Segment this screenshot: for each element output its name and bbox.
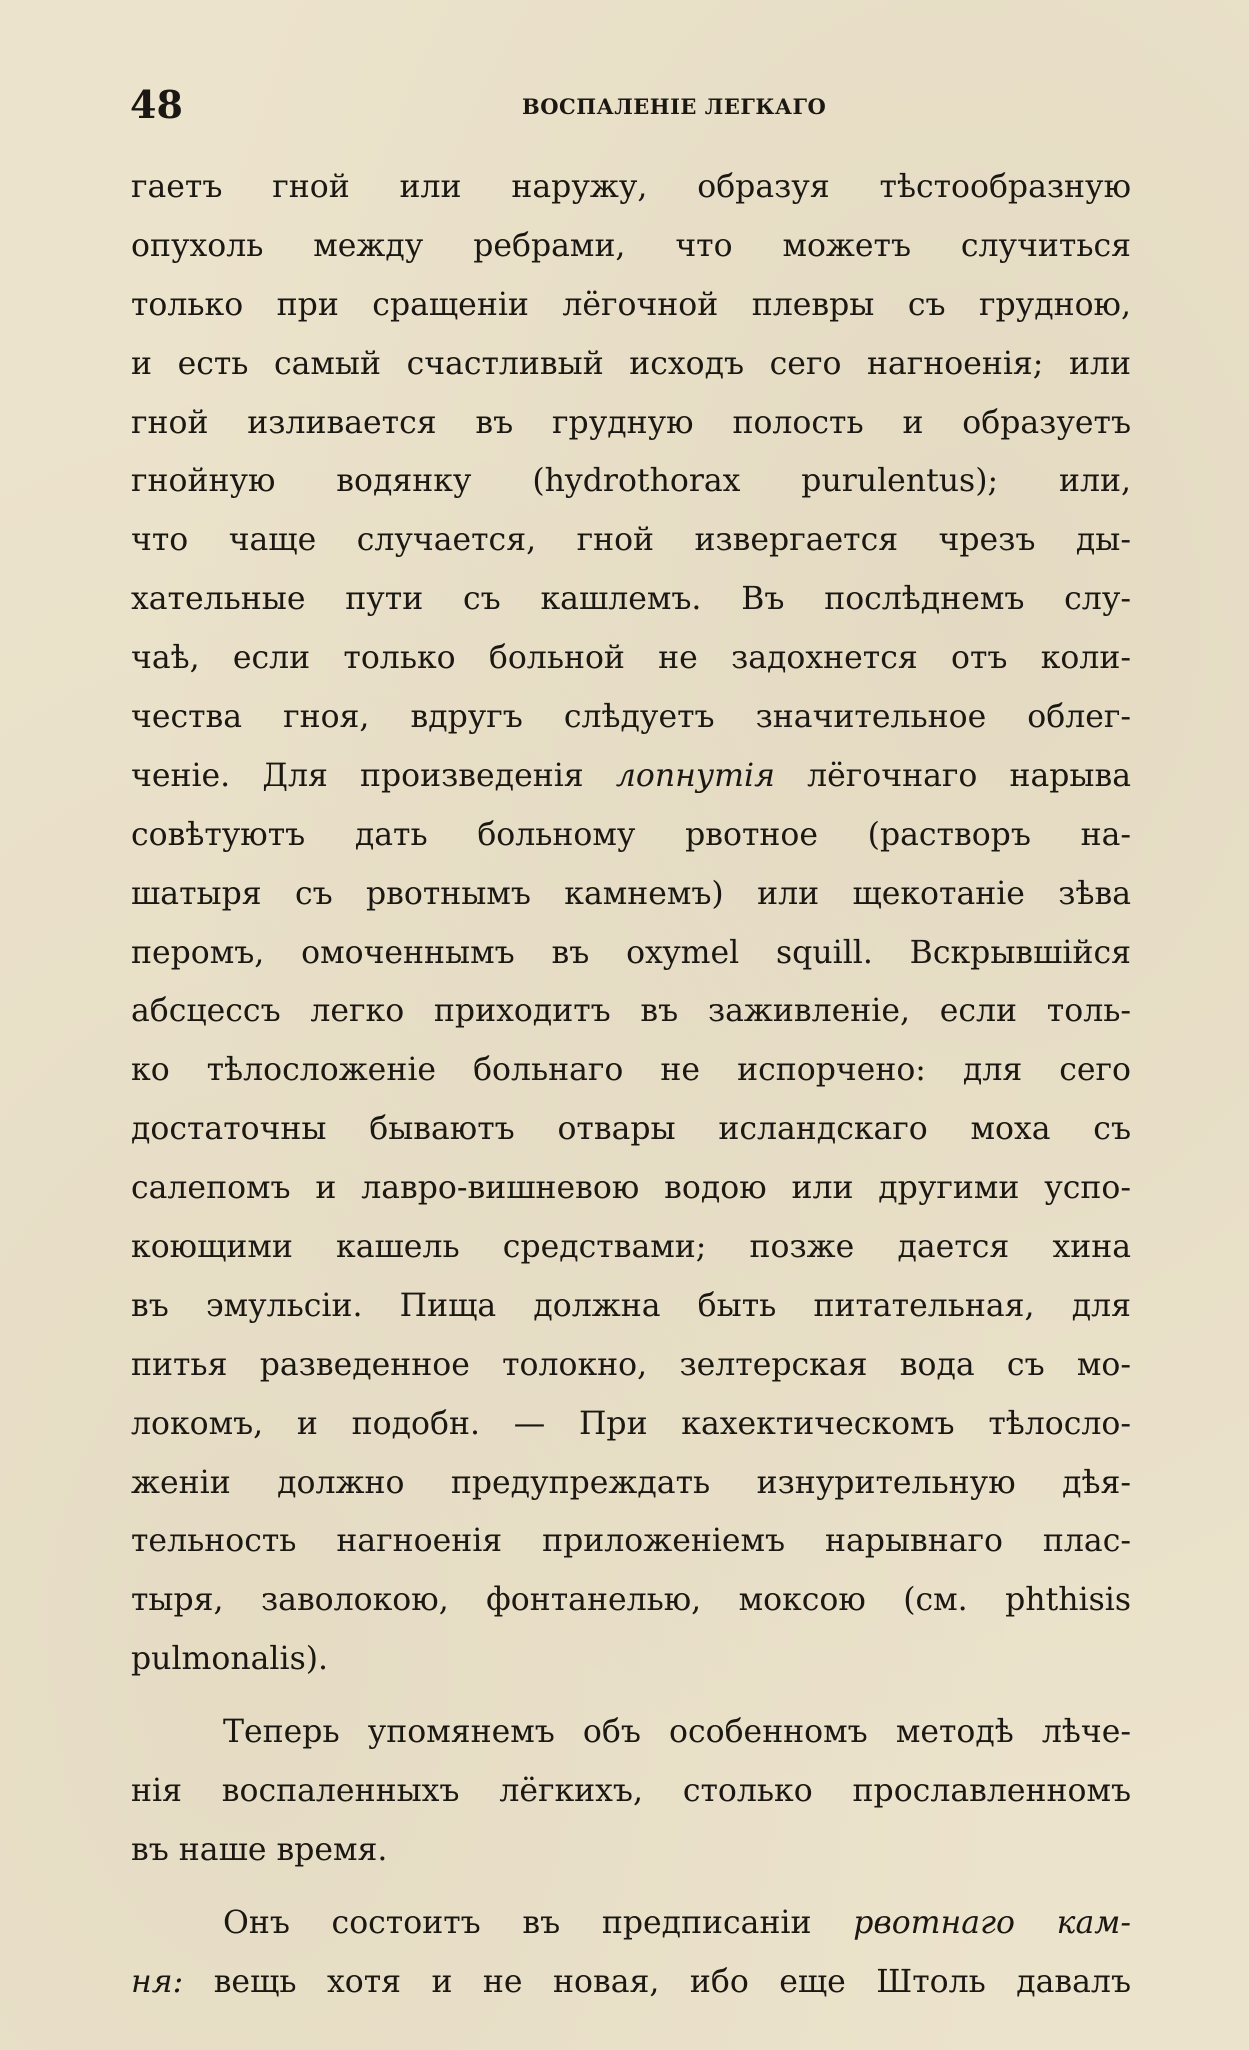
text-line: Теперь упомянемъ объ особенномъ методѣ лѣче-	[223, 1714, 1131, 1751]
text-run: лёгочнаго нарыва	[807, 757, 1131, 794]
text-line-with-italic	[131, 747, 1131, 806]
text-line: локомъ, и подобн. — При кахектическомъ тѣлосло-	[131, 1405, 1131, 1442]
text-run: ченіе. Для произведенія	[131, 757, 584, 794]
text-line: и есть самый счастливый исходъ сего нагноенія; или	[131, 345, 1131, 382]
page-number: 48	[130, 82, 183, 127]
running-title: ВОСПАЛЕНІЕ ЛЕГКАГО	[522, 94, 827, 119]
text-line: салепомъ и лавро-вишневою водою или другими успо-	[131, 1170, 1131, 1207]
text-line: нія воспаленныхъ лёгкихъ, столько прославленномъ	[131, 1773, 1131, 1810]
paragraph-1	[131, 158, 1131, 1689]
text-line: тыря, заволокою, фонтанелью, моксою (см. phthisis	[131, 1582, 1131, 1619]
paragraph-gap	[131, 1880, 1131, 1894]
text-line: абсцессъ легко приходитъ въ заживленіе, если толь-	[131, 993, 1131, 1030]
paragraph-3	[131, 1894, 1131, 2012]
text-line: опухоль между ребрами, что можетъ случиться	[131, 227, 1131, 264]
text-line: pulmonalis).	[131, 1641, 329, 1678]
text-line-with-italic	[131, 1953, 1131, 2012]
body-text	[131, 158, 1131, 2012]
text-line: женіи должно предупреждать изнурительную дѣя-	[131, 1464, 1131, 1501]
text-line: чаѣ, если только больной не задохнется отъ коли-	[131, 640, 1131, 677]
text-run: Онъ состоитъ въ предписаніи	[223, 1904, 812, 1941]
page-header	[130, 82, 1130, 132]
text-line: достаточны бываютъ отвары исландскаго моха съ	[131, 1111, 1131, 1148]
text-line: перомъ, омоченнымъ въ oxymel squill. Вскрывшійся	[131, 934, 1131, 971]
text-line: тельность нагноенія приложеніемъ нарывнаго плас-	[131, 1523, 1131, 1560]
text-line: что чаще случается, гной извергается чрезъ ды-	[131, 522, 1131, 559]
paragraph-gap	[131, 1689, 1131, 1703]
text-line: шатыря съ рвотнымъ камнемъ) или щекотаніе зѣва	[131, 875, 1131, 912]
italic-term: рвотнаго кам-	[853, 1904, 1131, 1941]
text-line: совѣтуютъ дать больному рвотное (растворъ на-	[131, 816, 1131, 853]
text-line: въ эмульсіи. Пища должна быть питательная, для	[131, 1287, 1131, 1324]
text-run: вещь хотя и не новая, ибо еще Штоль давалъ	[213, 1963, 1131, 2000]
text-line: питья разведенное толокно, зелтерская вода съ мо-	[131, 1346, 1131, 1383]
text-line: только при сращеніи лёгочной плевры съ грудною,	[131, 286, 1131, 323]
text-line: хательные пути съ кашлемъ. Въ послѣднемъ слу-	[131, 581, 1131, 618]
text-line: гной изливается въ грудную полость и образуетъ	[131, 404, 1131, 441]
text-line: ко тѣлосложеніе больнаго не испорчено: для сего	[131, 1052, 1131, 1089]
italic-term: ня:	[131, 1963, 184, 2000]
text-line: чества гноя, вдругъ слѣдуетъ значительное облег-	[131, 699, 1131, 736]
text-line: гаетъ гной или наружу, образуя тѣстообразную	[131, 169, 1131, 205]
text-line-with-italic	[131, 1894, 1131, 1953]
text-line: гнойную водянку (hydrothorax purulentus); или,	[131, 463, 1131, 500]
paragraph-2	[131, 1703, 1131, 1880]
text-line: въ наше время.	[131, 1831, 388, 1868]
text-line: коющими кашель средствами; позже дается хина	[131, 1229, 1131, 1266]
italic-term: лопнутія	[615, 757, 775, 794]
